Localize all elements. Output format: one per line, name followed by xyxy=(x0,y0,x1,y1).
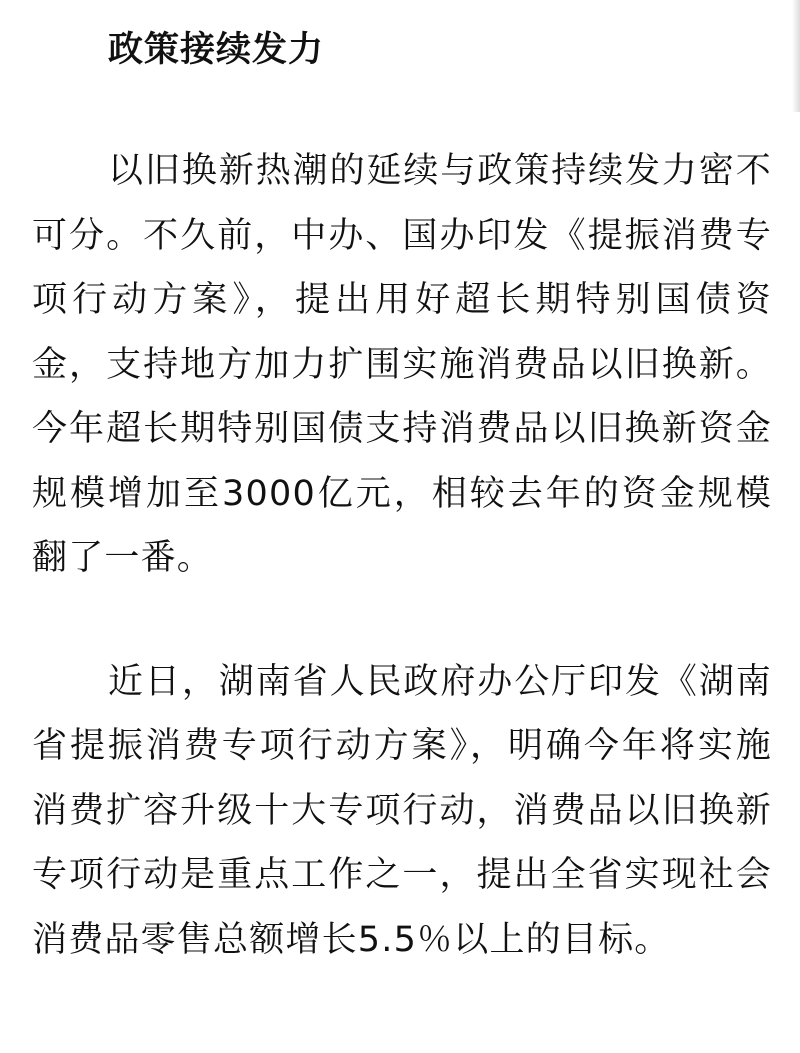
section-heading: 政策接续发力 xyxy=(108,30,325,70)
scroll-edge-shadow xyxy=(792,0,800,112)
article-body xyxy=(32,20,772,972)
paragraph-2: 近日，湖南省人民政府办公厅印发《湖南省提振消费专项行动方案》，明确今年将实施消费扩容升级十大专项行动，消费品以旧换新专项行动是重点工作之一，提出全省实现社会消费品零售总额增长5.5％以上的目标。 xyxy=(32,661,772,960)
paragraph-1: 以旧换新热潮的延续与政策持续发力密不可分。不久前，中办、国办印发《提振消费专项行动方案》，提出用好超长期特别国债资金，支持地方加力扩围实施消费品以旧换新。今年超长期特别国债支持消费品以旧换新资金规模增加至3000亿元，相较去年的资金规模翻了一番。 xyxy=(32,151,772,578)
